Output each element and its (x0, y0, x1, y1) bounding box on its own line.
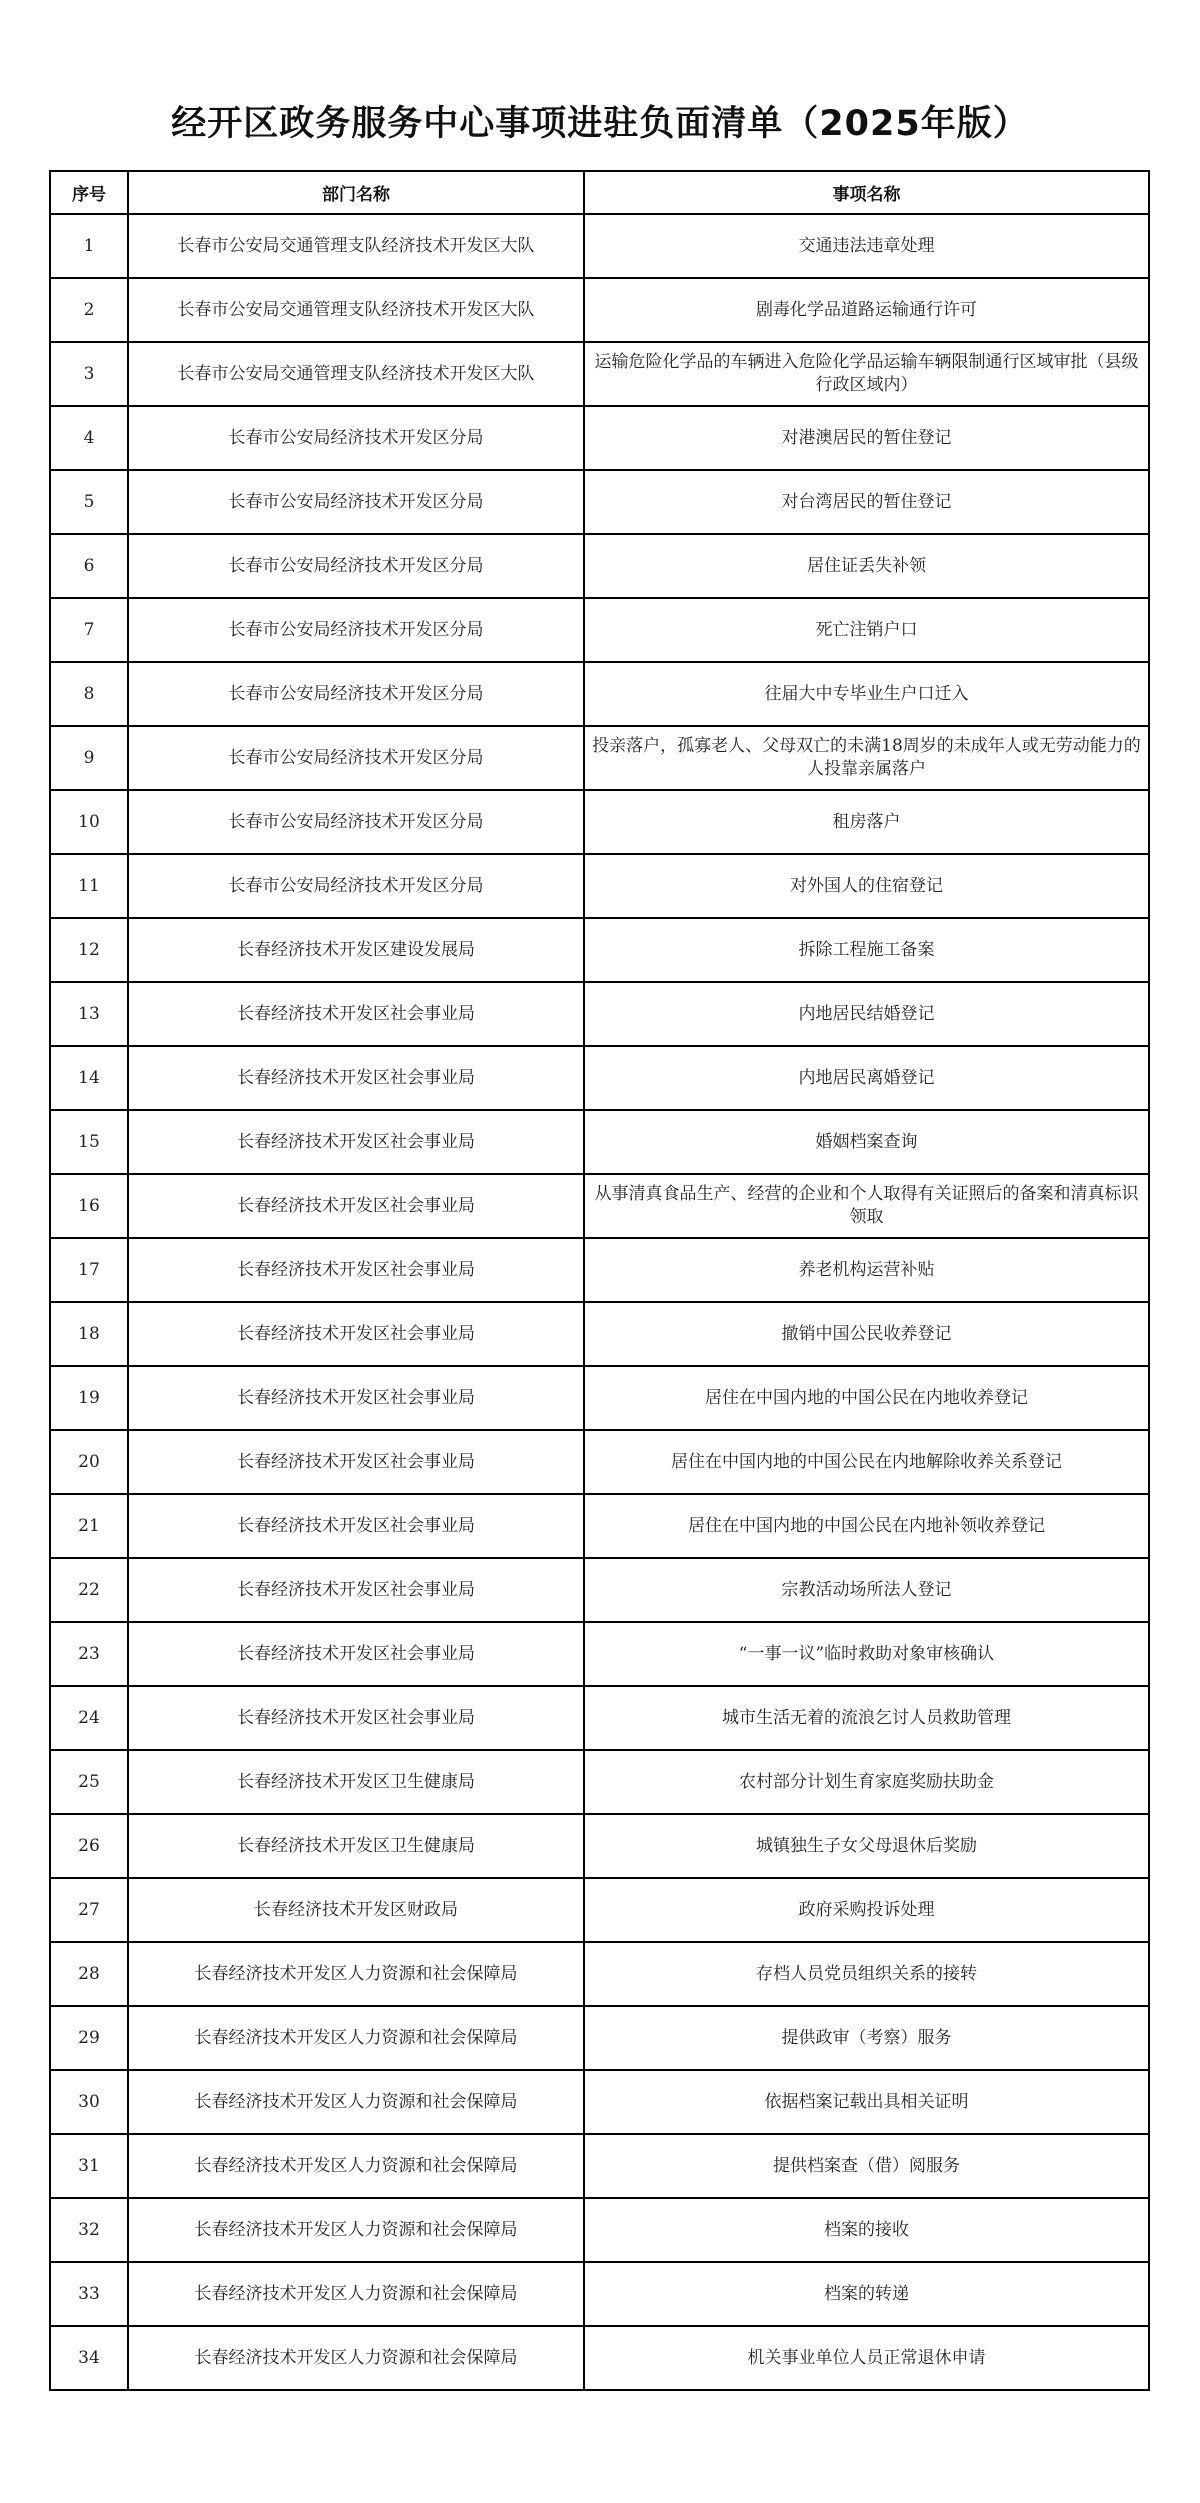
table-row (50, 2134, 1149, 2198)
serial-number-cell: 13 (50, 982, 128, 1046)
item-name-cell: 机关事业单位人员正常退休申请 (584, 2326, 1149, 2390)
table-header-row (50, 171, 1149, 214)
header-department-name: 部门名称 (128, 171, 584, 214)
department-name-cell: 长春市公安局经济技术开发区分局 (128, 470, 584, 534)
item-name-cell: 婚姻档案查询 (584, 1110, 1149, 1174)
serial-number-cell: 34 (50, 2326, 128, 2390)
serial-number-cell: 11 (50, 854, 128, 918)
header-serial-number: 序号 (50, 171, 128, 214)
table-row (50, 1622, 1149, 1686)
item-name-cell: 内地居民结婚登记 (584, 982, 1149, 1046)
serial-number-cell: 29 (50, 2006, 128, 2070)
item-name-cell: 运输危险化学品的车辆进入危险化学品运输车辆限制通行区域审批（县级行政区域内） (584, 342, 1149, 406)
table-row (50, 2262, 1149, 2326)
item-name-cell: 投亲落户，孤寡老人、父母双亡的未满18周岁的未成年人或无劳动能力的人投靠亲属落户 (584, 726, 1149, 790)
serial-number-cell: 25 (50, 1750, 128, 1814)
department-name-cell: 长春经济技术开发区社会事业局 (128, 1430, 584, 1494)
department-name-cell: 长春市公安局交通管理支队经济技术开发区大队 (128, 278, 584, 342)
item-name-cell: 居住在中国内地的中国公民在内地补领收养登记 (584, 1494, 1149, 1558)
serial-number-cell: 20 (50, 1430, 128, 1494)
department-name-cell: 长春经济技术开发区社会事业局 (128, 1494, 584, 1558)
item-name-cell: 依据档案记载出具相关证明 (584, 2070, 1149, 2134)
table-row (50, 214, 1149, 278)
page-title: 经开区政务服务中心事项进驻负面清单（2025年版） (171, 104, 1029, 144)
serial-number-cell: 1 (50, 214, 128, 278)
department-name-cell: 长春经济技术开发区社会事业局 (128, 1238, 584, 1302)
serial-number-cell: 16 (50, 1174, 128, 1238)
table-row (50, 598, 1149, 662)
table-row (50, 918, 1149, 982)
serial-number-cell: 6 (50, 534, 128, 598)
table-row (50, 1238, 1149, 1302)
serial-number-cell: 10 (50, 790, 128, 854)
table-row (50, 1558, 1149, 1622)
item-name-cell: 对港澳居民的暂住登记 (584, 406, 1149, 470)
table-row (50, 662, 1149, 726)
table-body (50, 214, 1149, 2390)
table-row (50, 1686, 1149, 1750)
department-name-cell: 长春市公安局经济技术开发区分局 (128, 854, 584, 918)
item-name-cell: 城市生活无着的流浪乞讨人员救助管理 (584, 1686, 1149, 1750)
table-row (50, 2198, 1149, 2262)
table-row (50, 534, 1149, 598)
serial-number-cell: 17 (50, 1238, 128, 1302)
table-row (50, 1814, 1149, 1878)
serial-number-cell: 12 (50, 918, 128, 982)
item-name-cell: 拆除工程施工备案 (584, 918, 1149, 982)
serial-number-cell: 2 (50, 278, 128, 342)
item-name-cell: 内地居民离婚登记 (584, 1046, 1149, 1110)
department-name-cell: 长春经济技术开发区建设发展局 (128, 918, 584, 982)
table-row (50, 1942, 1149, 2006)
item-name-cell: 撤销中国公民收养登记 (584, 1302, 1149, 1366)
department-name-cell: 长春经济技术开发区卫生健康局 (128, 1750, 584, 1814)
serial-number-cell: 14 (50, 1046, 128, 1110)
table-row (50, 982, 1149, 1046)
serial-number-cell: 19 (50, 1366, 128, 1430)
table-row (50, 1366, 1149, 1430)
item-name-cell: 从事清真食品生产、经营的企业和个人取得有关证照后的备案和清真标识领取 (584, 1174, 1149, 1238)
item-name-cell: 提供档案查（借）阅服务 (584, 2134, 1149, 2198)
serial-number-cell: 23 (50, 1622, 128, 1686)
department-name-cell: 长春经济技术开发区社会事业局 (128, 1622, 584, 1686)
serial-number-cell: 24 (50, 1686, 128, 1750)
department-name-cell: 长春经济技术开发区社会事业局 (128, 1366, 584, 1430)
item-name-cell: 剧毒化学品道路运输通行许可 (584, 278, 1149, 342)
item-name-cell: 城镇独生子女父母退休后奖励 (584, 1814, 1149, 1878)
item-name-cell: 宗教活动场所法人登记 (584, 1558, 1149, 1622)
serial-number-cell: 21 (50, 1494, 128, 1558)
department-name-cell: 长春市公安局经济技术开发区分局 (128, 534, 584, 598)
table-row (50, 2006, 1149, 2070)
department-name-cell: 长春市公安局经济技术开发区分局 (128, 790, 584, 854)
item-name-cell: 提供政审（考察）服务 (584, 2006, 1149, 2070)
department-name-cell: 长春经济技术开发区社会事业局 (128, 1686, 584, 1750)
header-item-name: 事项名称 (584, 171, 1149, 214)
table-row (50, 1046, 1149, 1110)
serial-number-cell: 7 (50, 598, 128, 662)
serial-number-cell: 32 (50, 2198, 128, 2262)
table-row (50, 726, 1149, 790)
serial-number-cell: 8 (50, 662, 128, 726)
item-name-cell: 政府采购投诉处理 (584, 1878, 1149, 1942)
serial-number-cell: 33 (50, 2262, 128, 2326)
table-row (50, 406, 1149, 470)
serial-number-cell: 18 (50, 1302, 128, 1366)
department-name-cell: 长春经济技术开发区社会事业局 (128, 1110, 584, 1174)
table-row (50, 2070, 1149, 2134)
serial-number-cell: 5 (50, 470, 128, 534)
department-name-cell: 长春经济技术开发区社会事业局 (128, 1558, 584, 1622)
item-name-cell: 对外国人的住宿登记 (584, 854, 1149, 918)
table-row (50, 470, 1149, 534)
table-row (50, 790, 1149, 854)
serial-number-cell: 22 (50, 1558, 128, 1622)
department-name-cell: 长春经济技术开发区卫生健康局 (128, 1814, 584, 1878)
serial-number-cell: 9 (50, 726, 128, 790)
item-name-cell: 存档人员党员组织关系的接转 (584, 1942, 1149, 2006)
item-name-cell: 交通违法违章处理 (584, 214, 1149, 278)
department-name-cell: 长春经济技术开发区人力资源和社会保障局 (128, 2326, 584, 2390)
department-name-cell: 长春市公安局经济技术开发区分局 (128, 726, 584, 790)
item-name-cell: 租房落户 (584, 790, 1149, 854)
department-name-cell: 长春经济技术开发区人力资源和社会保障局 (128, 2006, 584, 2070)
department-name-cell: 长春经济技术开发区人力资源和社会保障局 (128, 1942, 584, 2006)
serial-number-cell: 30 (50, 2070, 128, 2134)
serial-number-cell: 4 (50, 406, 128, 470)
item-name-cell: 养老机构运营补贴 (584, 1238, 1149, 1302)
item-name-cell: 对台湾居民的暂住登记 (584, 470, 1149, 534)
table-row (50, 342, 1149, 406)
department-name-cell: 长春经济技术开发区社会事业局 (128, 1302, 584, 1366)
item-name-cell: 居住在中国内地的中国公民在内地解除收养关系登记 (584, 1430, 1149, 1494)
serial-number-cell: 27 (50, 1878, 128, 1942)
department-name-cell: 长春经济技术开发区社会事业局 (128, 1174, 584, 1238)
table-row (50, 278, 1149, 342)
table-row (50, 1174, 1149, 1238)
negative-list-table (49, 170, 1150, 2391)
department-name-cell: 长春经济技术开发区财政局 (128, 1878, 584, 1942)
item-name-cell: 居住证丢失补领 (584, 534, 1149, 598)
department-name-cell: 长春市公安局经济技术开发区分局 (128, 662, 584, 726)
serial-number-cell: 15 (50, 1110, 128, 1174)
serial-number-cell: 28 (50, 1942, 128, 2006)
department-name-cell: 长春经济技术开发区人力资源和社会保障局 (128, 2262, 584, 2326)
serial-number-cell: 3 (50, 342, 128, 406)
department-name-cell: 长春经济技术开发区社会事业局 (128, 982, 584, 1046)
department-name-cell: 长春经济技术开发区人力资源和社会保障局 (128, 2134, 584, 2198)
table-row (50, 1302, 1149, 1366)
item-name-cell: 死亡注销户口 (584, 598, 1149, 662)
table-row (50, 1494, 1149, 1558)
item-name-cell: “一事一议”临时救助对象审核确认 (584, 1622, 1149, 1686)
department-name-cell: 长春市公安局经济技术开发区分局 (128, 406, 584, 470)
table-row (50, 1750, 1149, 1814)
department-name-cell: 长春市公安局经济技术开发区分局 (128, 598, 584, 662)
item-name-cell: 往届大中专毕业生户口迁入 (584, 662, 1149, 726)
department-name-cell: 长春市公安局交通管理支队经济技术开发区大队 (128, 342, 584, 406)
department-name-cell: 长春市公安局交通管理支队经济技术开发区大队 (128, 214, 584, 278)
item-name-cell: 居住在中国内地的中国公民在内地收养登记 (584, 1366, 1149, 1430)
department-name-cell: 长春经济技术开发区人力资源和社会保障局 (128, 2070, 584, 2134)
serial-number-cell: 26 (50, 1814, 128, 1878)
department-name-cell: 长春经济技术开发区社会事业局 (128, 1046, 584, 1110)
table-row (50, 1430, 1149, 1494)
table-row (50, 1110, 1149, 1174)
item-name-cell: 档案的转递 (584, 2262, 1149, 2326)
serial-number-cell: 31 (50, 2134, 128, 2198)
table-row (50, 2326, 1149, 2390)
table-row (50, 1878, 1149, 1942)
department-name-cell: 长春经济技术开发区人力资源和社会保障局 (128, 2198, 584, 2262)
item-name-cell: 农村部分计划生育家庭奖励扶助金 (584, 1750, 1149, 1814)
table-row (50, 854, 1149, 918)
item-name-cell: 档案的接收 (584, 2198, 1149, 2262)
